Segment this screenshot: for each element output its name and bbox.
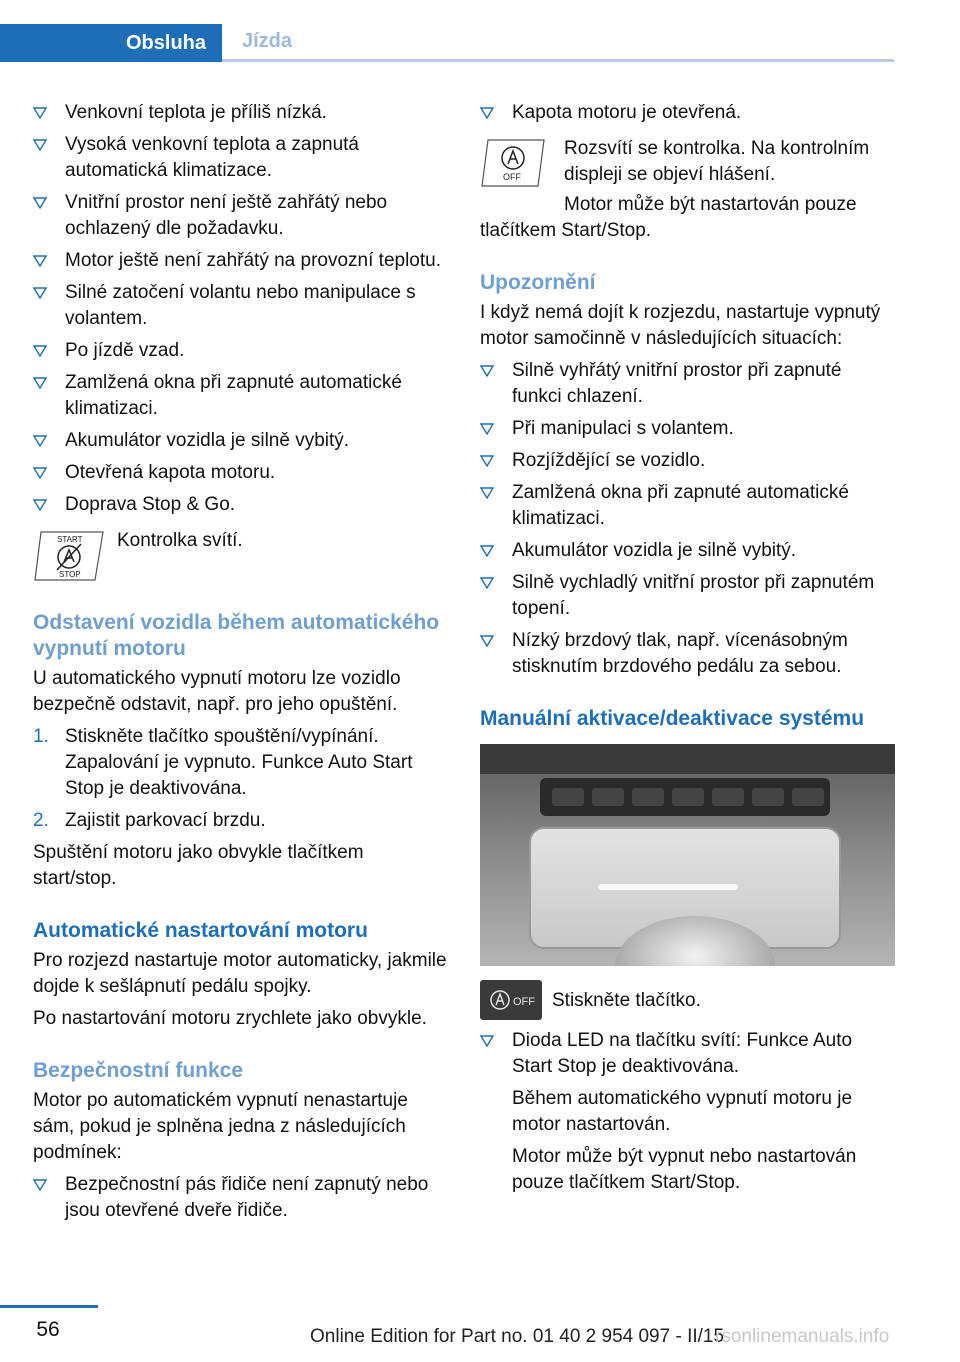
section-tab-jizda[interactable]: Jízda (222, 24, 894, 62)
triangle-bullet-icon (480, 487, 494, 499)
triangle-bullet-icon (480, 577, 494, 589)
off-button-icon-text: OFF (513, 996, 535, 1008)
indicator-icon-stop-text: STOP (59, 570, 81, 579)
step-number: 1. (33, 726, 49, 747)
paragraph-auto-2: Po nastartování motoru zrychlete jako obvykle. (33, 1008, 427, 1029)
triangle-bullet-icon (33, 107, 47, 119)
triangle-bullet-icon (480, 1035, 494, 1047)
list-item: Akumulátor vozidla je silně vybitý. (33, 428, 448, 454)
list-item: Po jízdě vzad. (33, 338, 448, 364)
list-item: 2. Zajistit parkovací brzdu. (33, 808, 448, 834)
continued-list (480, 100, 895, 126)
safety-list (33, 1172, 448, 1224)
triangle-bullet-icon (480, 365, 494, 377)
right-column (480, 100, 895, 1202)
off-indicator-row (480, 136, 895, 192)
list-item: Silně vychladlý vnitřní prostor při zapnutém topení. (480, 570, 895, 622)
section-tab-obsluha[interactable]: Obsluha (0, 24, 222, 62)
paragraph-parking: U automatického vypnutí motoru lze vozidlo bezpečně odstavit, např. pro jeho opuštění. (33, 668, 401, 715)
led-subtext-1: Během automatického vypnutí motoru je motor nastartován. (512, 1088, 853, 1135)
triangle-bullet-icon (480, 455, 494, 467)
indicator-row (33, 528, 448, 584)
list-item: Zamlžená okna při zapnuté automatické klimatizaci. (33, 370, 448, 422)
paragraph-notice: I když nemá dojít k rozjezdu, nastartuje vypnutý motor samočinně v následujících situacích: (480, 302, 881, 349)
list-item: Bezpečnostní pás řidiče není zapnutý nebo jsou otevřené dveře řidiče. (33, 1172, 448, 1224)
triangle-bullet-icon (33, 1179, 47, 1191)
triangle-bullet-icon (480, 423, 494, 435)
list-item: Venkovní teplota je příliš nízká. (33, 100, 448, 126)
list-item: Rozjíždějící se vozidlo. (480, 448, 895, 474)
triangle-bullet-icon (480, 635, 494, 647)
notice-list (480, 358, 895, 680)
triangle-bullet-icon (33, 499, 47, 511)
footer-rule (0, 1305, 98, 1308)
list-item: Zamlžená okna při zapnuté automatické klimatizaci. (480, 480, 895, 532)
triangle-bullet-icon (33, 345, 47, 357)
list-item: Motor ještě není zahřátý na provozní teplotu. (33, 248, 448, 274)
indicator-icon-start-text: START (57, 535, 83, 544)
off-indicator-icon-text: OFF (503, 172, 521, 182)
list-item: Akumulátor vozidla je silně vybitý. (480, 538, 895, 564)
triangle-bullet-icon (480, 107, 494, 119)
list-item: Silně vyhřátý vnitřní prostor při zapnuté funkci chlazení. (480, 358, 895, 410)
triangle-bullet-icon (33, 287, 47, 299)
list-item: 1. Stiskněte tlačítko spouštění/vypínání. Zapalování je vypnuto. Funkce Auto Start Stop je deaktivována. (33, 726, 413, 799)
off-indicator-text-2: Motor může být nastartován pouze tlačítkem Start/Stop. (480, 194, 857, 241)
triangle-bullet-icon (33, 467, 47, 479)
list-item: Kapota motoru je otevřená. (480, 100, 895, 126)
heading-manual: Manuální aktivace/deaktivace systému (480, 707, 865, 730)
heading-notice: Upozornění (480, 271, 596, 294)
triangle-bullet-icon (480, 545, 494, 557)
paragraph-restart: Spuštění motoru jako obvykle tlačítkem start/stop. (33, 842, 364, 889)
list-item: Vysoká venkovní teplota a zapnutá automatická klimatizace. (33, 132, 448, 184)
list-item: Silné zatočení volantu nebo manipulace s volantem. (33, 280, 448, 332)
list-item: Při manipulaci s volantem. (480, 416, 895, 442)
conditions-list (33, 100, 448, 518)
list-item: Otevřená kapota motoru. (33, 460, 448, 486)
led-subtext-2: Motor může být vypnut nebo nastartován pouze tlačítkem Start/Stop. (512, 1146, 857, 1193)
auto-start-stop-off-indicator-icon (480, 138, 546, 188)
press-button-text: Stiskněte tlačítko. (552, 990, 701, 1011)
auto-start-stop-off-button-icon[interactable] (480, 980, 542, 1020)
step-number: 2. (33, 810, 49, 831)
steps-list (33, 724, 448, 834)
list-item: Nízký brzdový tlak, např. vícenásobným stisknutím brzdového pedálu za sebou. (480, 628, 895, 680)
watermark-text: rsonlinemanuals.info (715, 1326, 890, 1347)
button-instruction-row (480, 980, 895, 1022)
paragraph-safety: Motor po automatickém vypnutí nenastartuje sám, pokud je splněna jedna z následujících podmínek: (33, 1090, 408, 1163)
indicator-text: Kontrolka svítí. (117, 530, 243, 551)
paragraph-auto-1: Pro rozjezd nastartuje motor automaticky, jakmile dojde k sešlápnutí pedálu spojky. (33, 950, 447, 997)
triangle-bullet-icon (33, 139, 47, 151)
off-indicator-text: Rozsvítí se kontrolka. Na kontrolním displeji se objeví hlášení. (564, 138, 870, 185)
triangle-bullet-icon (33, 197, 47, 209)
triangle-bullet-icon (33, 255, 47, 267)
triangle-bullet-icon (33, 435, 47, 447)
led-list (480, 1028, 895, 1080)
list-item: Dioda LED na tlačítku svítí: Funkce Auto Start Stop je deaktivována. (480, 1028, 895, 1080)
edition-text: Online Edition for Part no. 01 40 2 954 097 - II/15 (310, 1326, 725, 1347)
left-column (33, 100, 448, 1230)
page-number: 56 (36, 1318, 60, 1341)
heading-auto-start: Automatické nastartování motoru (33, 919, 368, 942)
heading-safety: Bezpečnostní funkce (33, 1059, 244, 1082)
auto-start-stop-indicator-icon (33, 530, 105, 582)
page-header (0, 0, 960, 64)
heading-parking: Odstavení vozidla během automatického vypnutí motoru (33, 611, 440, 660)
list-item: Vnitřní prostor není ještě zahřátý nebo ochlazený dle požadavku. (33, 190, 448, 242)
list-item: Doprava Stop & Go. (33, 492, 448, 518)
triangle-bullet-icon (33, 377, 47, 389)
center-console-photo (480, 744, 895, 966)
